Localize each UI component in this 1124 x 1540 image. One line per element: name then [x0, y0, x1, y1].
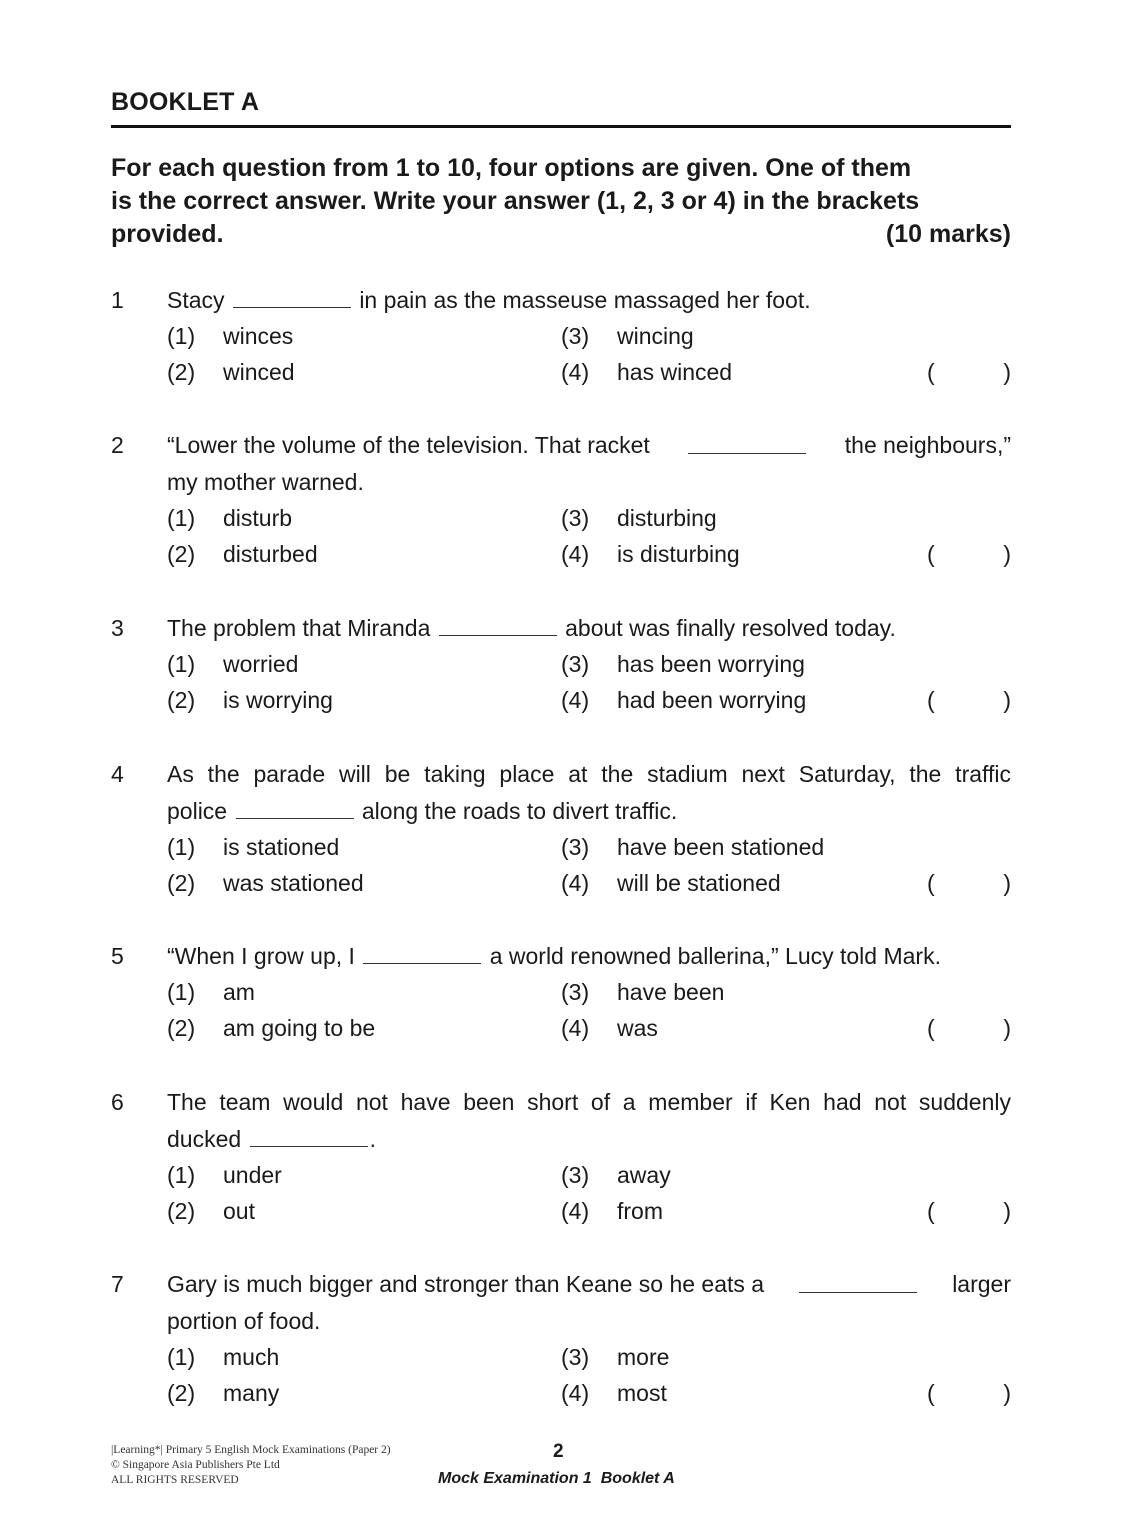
- option-label: (1): [167, 1344, 196, 1370]
- option-3: [561, 1339, 669, 1375]
- option-text: out: [223, 1198, 255, 1224]
- stem-text: a world renowned ballerina,” Lucy told Mark.: [489, 943, 941, 969]
- answer-blank: [363, 945, 481, 964]
- option-3: [561, 829, 824, 865]
- bracket-open: (: [927, 541, 935, 567]
- option-label: (3): [561, 1344, 590, 1370]
- instructions: [111, 152, 1011, 251]
- option-4: [561, 1375, 667, 1411]
- option-label: (2): [167, 541, 196, 567]
- answer-blank: [439, 617, 557, 636]
- option-text: was stationed: [223, 870, 364, 896]
- option-3: [561, 646, 805, 682]
- option-label: (4): [561, 541, 590, 567]
- bracket-close: ): [1003, 1380, 1011, 1406]
- option-text: most: [617, 1380, 667, 1406]
- bracket-close: ): [1003, 1198, 1011, 1224]
- stem-text: .: [369, 1126, 376, 1152]
- stem-text: Gary is much bigger and stronger than Keane so he eats a: [167, 1271, 765, 1297]
- option-label: (1): [167, 651, 196, 677]
- stem-text: Stacy: [167, 287, 225, 313]
- answer-bracket[interactable]: [927, 1010, 1011, 1046]
- question-stem: [167, 1084, 1011, 1158]
- option-1: [167, 500, 292, 536]
- bracket-open: (: [927, 687, 935, 713]
- answer-bracket[interactable]: [927, 682, 1011, 718]
- stem-line-1: [167, 1266, 1011, 1303]
- option-text: under: [223, 1162, 282, 1188]
- stem-line-2: my mother warned.: [167, 469, 364, 495]
- instructions-line-2: is the correct answer. Write your answer (1, 2, 3 or 4) in the brackets: [111, 187, 920, 215]
- option-label: (2): [167, 687, 196, 713]
- stem-text: along the roads to divert traffic.: [361, 798, 678, 824]
- bracket-open: (: [927, 1015, 935, 1041]
- option-3: [561, 318, 694, 354]
- option-4: [561, 536, 740, 572]
- option-text: away: [617, 1162, 671, 1188]
- option-4: [561, 1010, 658, 1046]
- option-label: (2): [167, 1198, 196, 1224]
- options: [167, 318, 1011, 391]
- question-number: 7: [111, 1271, 124, 1297]
- question-number: 6: [111, 1089, 124, 1115]
- option-text: worried: [223, 651, 299, 677]
- options: [167, 1157, 1011, 1230]
- options: [167, 829, 1011, 902]
- option-text: much: [223, 1344, 280, 1370]
- stem-text: larger: [952, 1271, 1011, 1297]
- option-label: (3): [561, 979, 590, 1005]
- option-label: (3): [561, 505, 590, 531]
- option-label: (4): [561, 687, 590, 713]
- publisher-line-1: |Learning*| Primary 5 English Mock Examinations (Paper 2): [111, 1444, 391, 1456]
- option-label: (4): [561, 1198, 590, 1224]
- option-text: am: [223, 979, 255, 1005]
- answer-bracket[interactable]: [927, 1193, 1011, 1229]
- option-label: (4): [561, 1015, 590, 1041]
- answer-bracket[interactable]: [927, 865, 1011, 901]
- publisher-line-3: ALL RIGHTS RESERVED: [111, 1474, 239, 1486]
- question-stem: [167, 938, 1011, 975]
- option-text: is stationed: [223, 834, 340, 860]
- option-label: (1): [167, 505, 196, 531]
- option-text: from: [617, 1198, 663, 1224]
- bracket-open: (: [927, 1198, 935, 1224]
- option-1: [167, 1339, 279, 1375]
- title-divider: [111, 125, 1011, 128]
- option-4: [561, 354, 732, 390]
- answer-blank: [799, 1274, 917, 1293]
- instructions-provided: provided.: [111, 220, 224, 248]
- option-text: have been stationed: [617, 834, 825, 860]
- stem-text: in pain as the masseuse massaged her foot.: [359, 287, 811, 313]
- option-text: disturb: [223, 505, 293, 531]
- bracket-open: (: [927, 1380, 935, 1406]
- bracket-close: ): [1003, 870, 1011, 896]
- option-1: [167, 646, 298, 682]
- bracket-close: ): [1003, 359, 1011, 385]
- option-text: will be stationed: [617, 870, 781, 896]
- stem-line-2: portion of food.: [167, 1308, 321, 1334]
- option-3: [561, 500, 717, 536]
- option-2: [167, 682, 333, 718]
- answer-blank: [233, 289, 351, 308]
- option-text: is worrying: [223, 687, 333, 713]
- option-text: winced: [223, 359, 295, 385]
- question-number: 1: [111, 287, 124, 313]
- stem-line-1: As the parade will be taking place at the stadium next Saturday, the traffic: [167, 761, 1011, 787]
- option-label: (3): [561, 1162, 590, 1188]
- option-text: disturbed: [223, 541, 318, 567]
- options: [167, 1339, 1011, 1412]
- answer-bracket[interactable]: [927, 536, 1011, 572]
- option-label: (1): [167, 979, 196, 1005]
- option-3: [561, 974, 724, 1010]
- option-2: [167, 536, 318, 572]
- option-text: disturbing: [617, 505, 717, 531]
- option-label: (2): [167, 1380, 196, 1406]
- bracket-close: ): [1003, 1015, 1011, 1041]
- bracket-close: ): [1003, 541, 1011, 567]
- option-2: [167, 354, 295, 390]
- stem-line-2: [167, 793, 1011, 830]
- option-label: (1): [167, 1162, 196, 1188]
- question-number: 2: [111, 432, 124, 458]
- option-text: is disturbing: [617, 541, 740, 567]
- option-label: (1): [167, 834, 196, 860]
- option-text: was: [617, 1015, 658, 1041]
- option-3: [561, 1157, 671, 1193]
- question-stem: [167, 1266, 1011, 1340]
- question-stem: [167, 756, 1011, 830]
- bracket-close: ): [1003, 687, 1011, 713]
- option-1: [167, 974, 255, 1010]
- answer-blank: [250, 1128, 368, 1147]
- options: [167, 974, 1011, 1047]
- option-4: [561, 1193, 663, 1229]
- option-4: [561, 865, 781, 901]
- answer-blank: [236, 800, 354, 819]
- question-stem: [167, 610, 1011, 647]
- option-text: wincing: [617, 323, 694, 349]
- option-text: had been worrying: [617, 687, 807, 713]
- option-label: (1): [167, 323, 196, 349]
- answer-bracket[interactable]: [927, 354, 1011, 390]
- stem-line-2: [167, 1121, 1011, 1158]
- publisher-info: [111, 1443, 391, 1488]
- option-1: [167, 1157, 282, 1193]
- option-text: winces: [223, 323, 294, 349]
- stem-text: “Lower the volume of the television. That racket: [167, 432, 650, 458]
- option-label: (3): [561, 651, 590, 677]
- answer-blank: [688, 435, 806, 454]
- bracket-open: (: [927, 870, 935, 896]
- question-stem: [167, 427, 1011, 501]
- option-text: am going to be: [223, 1015, 376, 1041]
- option-label: (2): [167, 1015, 196, 1041]
- stem-text: The problem that Miranda: [167, 615, 431, 641]
- option-4: [561, 682, 806, 718]
- option-text: more: [617, 1344, 670, 1370]
- question-number: 4: [111, 761, 124, 787]
- stem-text: about was finally resolved today.: [565, 615, 896, 641]
- instructions-line-3: [111, 218, 1011, 251]
- marks-label: (10 marks): [885, 220, 1011, 248]
- option-label: (3): [561, 323, 590, 349]
- booklet-title: BOOKLET A: [111, 88, 260, 116]
- stem-text: the neighbours,”: [844, 432, 1011, 458]
- option-2: [167, 1193, 255, 1229]
- options: [167, 500, 1011, 573]
- option-label: (2): [167, 870, 196, 896]
- option-2: [167, 1010, 375, 1046]
- stem-text: police: [167, 798, 228, 824]
- options: [167, 646, 1011, 719]
- option-label: (4): [561, 1380, 590, 1406]
- option-text: many: [223, 1380, 280, 1406]
- stem-line-1: The team would not have been short of a member if Ken had not suddenly: [167, 1089, 1011, 1115]
- question-number: 5: [111, 943, 124, 969]
- option-label: (4): [561, 870, 590, 896]
- page-number: 2: [553, 1441, 564, 1462]
- section-label: Mock Examination 1 Booklet A: [438, 1470, 675, 1487]
- option-label: (2): [167, 359, 196, 385]
- stem-text: ducked: [167, 1126, 242, 1152]
- stem-line-1: [167, 427, 1011, 464]
- option-label: (3): [561, 834, 590, 860]
- answer-bracket[interactable]: [927, 1375, 1011, 1411]
- publisher-line-2: © Singapore Asia Publishers Pte Ltd: [111, 1459, 280, 1471]
- question-stem: [167, 282, 1011, 319]
- option-1: [167, 829, 339, 865]
- bracket-open: (: [927, 359, 935, 385]
- option-label: (4): [561, 359, 590, 385]
- instructions-line-1: For each question from 1 to 10, four options are given. One of them: [111, 154, 912, 182]
- stem-text: “When I grow up, I: [167, 943, 355, 969]
- option-2: [167, 1375, 279, 1411]
- option-1: [167, 318, 293, 354]
- option-text: have been: [617, 979, 725, 1005]
- option-2: [167, 865, 364, 901]
- option-text: has winced: [617, 359, 733, 385]
- question-number: 3: [111, 615, 124, 641]
- option-text: has been worrying: [617, 651, 805, 677]
